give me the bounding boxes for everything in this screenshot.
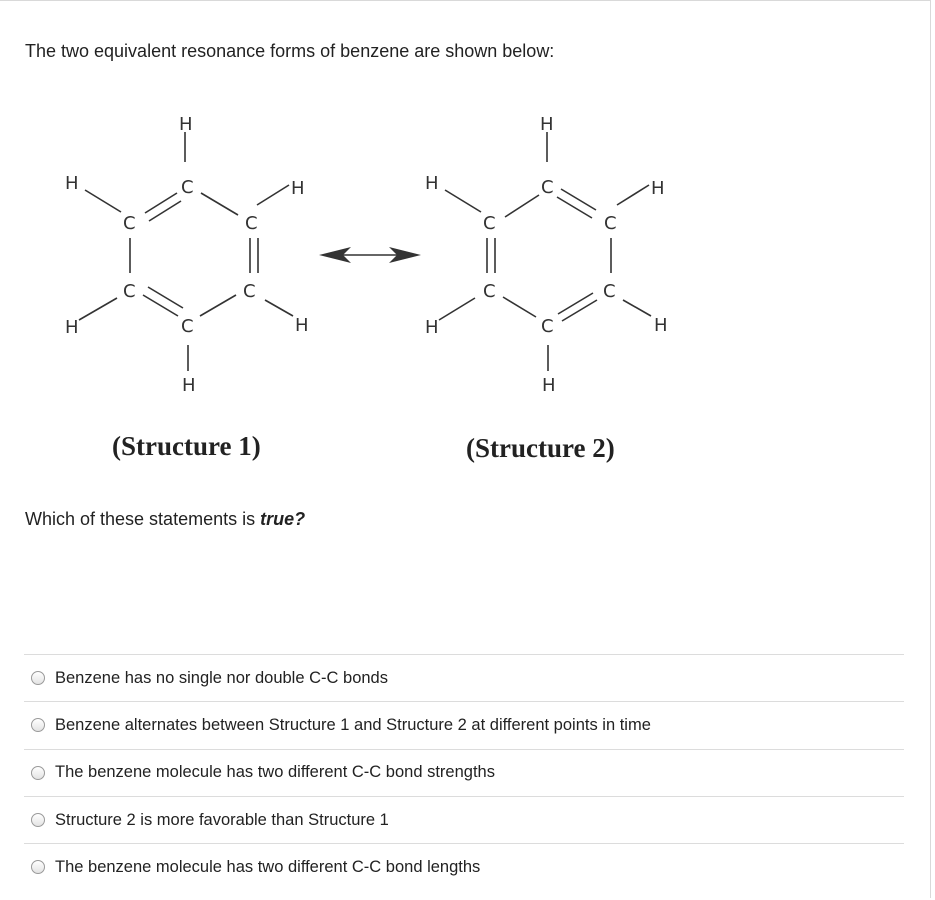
- s1-atom-c-top: C: [181, 177, 194, 198]
- s2-double-bond-f: [562, 300, 597, 321]
- s1-atom-c-lower-right: C: [243, 281, 256, 302]
- s1-atom-h-upper-left: H: [65, 173, 79, 194]
- answer-options: [24, 654, 904, 890]
- s2-bond-h-lower-right: [623, 300, 651, 316]
- question-emphasis: true?: [260, 509, 306, 529]
- option-label: Benzene alternates between Structure 1 and Structure 2 at different points in time: [55, 715, 651, 734]
- s1-atom-h-lower-right: H: [295, 315, 309, 336]
- s1-atom-c-bottom: C: [181, 316, 194, 337]
- s2-bond-lower-left: [503, 297, 536, 317]
- structure2-caption: (Structure 2): [466, 433, 615, 463]
- s2-atom-h-upper-left: H: [425, 173, 439, 194]
- s2-atom-c-upper-left: C: [483, 213, 496, 234]
- s1-bond-h-upper-right: [257, 185, 289, 205]
- question-prefix: Which of these statements is: [25, 509, 261, 529]
- benzene-resonance-svg: [55, 105, 695, 485]
- s2-atom-h-top: H: [540, 114, 554, 135]
- s1-atom-c-lower-left: C: [123, 281, 136, 302]
- s1-bond-h-lower-left: [79, 298, 117, 320]
- s1-bond-h-upper-left: [85, 190, 121, 212]
- s2-bond-upper-left: [505, 195, 539, 217]
- radio-button[interactable]: [31, 718, 45, 732]
- s2-atom-c-top: C: [541, 177, 554, 198]
- s1-bond-h-lower-right: [265, 300, 293, 316]
- s1-double-bond-b: [149, 201, 181, 221]
- s2-atom-c-upper-right: C: [604, 213, 617, 234]
- s2-atom-h-lower-left: H: [425, 317, 439, 338]
- s2-bond-h-upper-right: [617, 185, 649, 205]
- s2-bond-h-upper-left: [445, 190, 481, 212]
- s2-atom-c-lower-left: C: [483, 281, 496, 302]
- s1-atom-c-upper-left: C: [123, 213, 136, 234]
- answer-option[interactable]: [24, 796, 904, 843]
- s1-double-bond-f: [148, 287, 183, 308]
- option-label: Structure 2 is more favorable than Structure 1: [55, 810, 389, 829]
- s1-bond-lower-right: [200, 295, 236, 316]
- resonance-diagram: [55, 105, 695, 485]
- s1-atom-c-upper-right: C: [245, 213, 258, 234]
- option-label: The benzene molecule has two different C-C bond lengths: [55, 857, 481, 876]
- s2-atom-h-bottom: H: [542, 375, 556, 396]
- s1-atom-h-top: H: [179, 114, 193, 135]
- s2-double-bond-e: [558, 293, 593, 314]
- s1-bond-upper-right: [201, 193, 238, 215]
- option-label: The benzene molecule has two different C-C bond strengths: [55, 763, 495, 782]
- s2-double-bond-a: [561, 189, 596, 210]
- answer-option[interactable]: [24, 843, 904, 890]
- s1-double-bond-e: [143, 295, 178, 316]
- s2-atom-h-lower-right: H: [654, 315, 668, 336]
- s2-atom-h-upper-right: H: [651, 178, 665, 199]
- answer-option[interactable]: [24, 749, 904, 796]
- s1-atom-h-bottom: H: [182, 375, 196, 396]
- radio-button[interactable]: [31, 813, 45, 827]
- intro-text: The two equivalent resonance forms of benzene are shown below:: [25, 41, 555, 61]
- radio-button[interactable]: [31, 766, 45, 780]
- s2-bond-h-lower-left: [439, 298, 475, 320]
- radio-button[interactable]: [31, 860, 45, 874]
- answer-option[interactable]: [24, 654, 904, 701]
- s2-double-bond-b: [557, 197, 592, 218]
- answer-option[interactable]: [24, 701, 904, 748]
- radio-button[interactable]: [31, 671, 45, 685]
- s1-double-bond-a: [145, 193, 177, 213]
- structure1-caption: (Structure 1): [112, 431, 261, 461]
- s2-atom-c-lower-right: C: [603, 281, 616, 302]
- question-text: [25, 509, 305, 530]
- s1-atom-h-upper-right: H: [291, 178, 305, 199]
- s1-atom-h-lower-left: H: [65, 317, 79, 338]
- s2-atom-c-bottom: C: [541, 316, 554, 337]
- option-label: Benzene has no single nor double C-C bonds: [55, 668, 388, 687]
